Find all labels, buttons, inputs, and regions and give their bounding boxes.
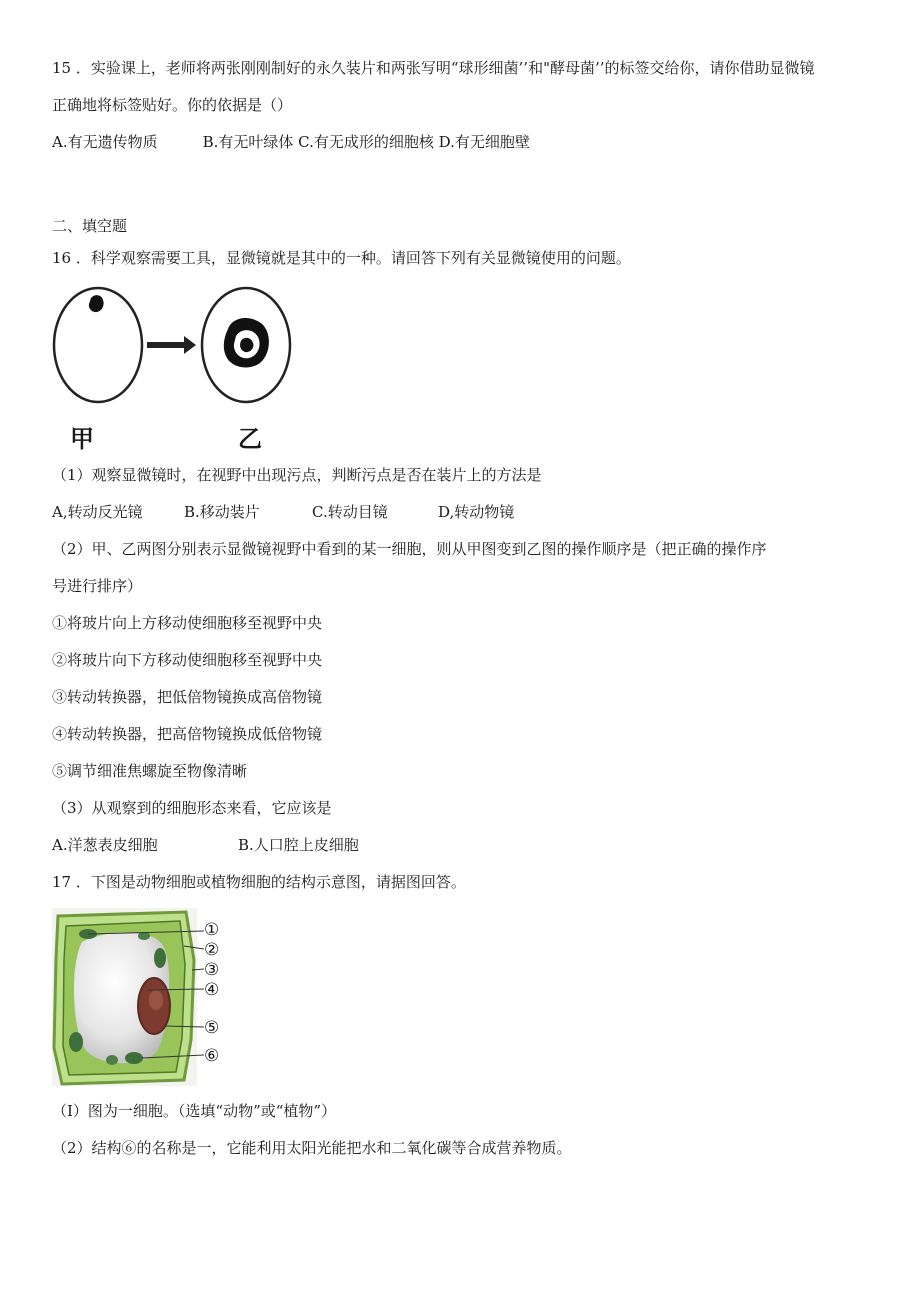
- q16-part1: （1）观察显微镜时，在视野中出现污点，判断污点是否在装片上的方法是: [52, 466, 542, 484]
- q16-stem: 16 ．科学观察需要工具，显微镜就是其中的一种。请回答下列有关显微镜使用的问题。: [52, 249, 631, 267]
- q16-p3-option-a: A.洋葱表皮细胞: [52, 836, 158, 854]
- q17-stem: 17 ．下图是动物细胞或植物细胞的结构示意图，请据图回答。: [52, 873, 466, 891]
- q16-p1-option-d: D,转动物镜: [438, 503, 515, 521]
- q16-step-5: ⑤调节细准焦螺旋至物像清晰: [52, 762, 248, 780]
- marker-1: ①: [204, 920, 220, 940]
- label-yi: 乙: [238, 425, 262, 453]
- q16-p1-option-c: C.转动目镜: [312, 503, 388, 521]
- marker-6: ⑥: [204, 1046, 220, 1066]
- microscope-field-figure: [50, 286, 300, 410]
- q15-stem-line1: 15 ．实验课上，老师将两张刚刚制好的永久装片和两张写明“球形细菌’’和"酵母菌’’的标签交给你，请你借助显微镜: [52, 59, 815, 77]
- section-heading: 二、填空题: [52, 217, 128, 235]
- q15-options: A.有无遗传物质 B.有无叶绿体 C.有无成形的细胞核 D.有无细胞壁: [52, 133, 530, 151]
- q16-part3: （3）从观察到的细胞形态来看，它应该是: [52, 799, 332, 817]
- chloroplast-4: [125, 1052, 143, 1064]
- q16-part2-line2: 号进行排序）: [52, 577, 143, 595]
- q16-part2-line1: （2）甲、乙两图分别表示显微镜视野中看到的某一细胞，则从甲图变到乙图的操作顺序是（把正确的操作序: [52, 540, 767, 558]
- q16-p3-option-b: B.人口腔上皮细胞: [238, 836, 359, 854]
- q17-part1: （I）图为一细胞。（选填“动物”或“植物”）: [52, 1102, 337, 1120]
- q15-stem-line2: 正确地将标签贴好。你的依据是（）: [52, 96, 293, 114]
- q16-step-1: ①将玻片向上方移动使细胞移至视野中央: [52, 614, 323, 632]
- marker-3: ③: [204, 960, 220, 980]
- marker-2: ②: [204, 940, 220, 960]
- marker-4: ④: [204, 980, 220, 1000]
- q16-step-3: ③转动转换器，把低倍物镜换成高倍物镜: [52, 688, 323, 706]
- q17-part2: （2）结构⑥的名称是一，它能利用太阳光能把水和二氧化碳等合成营养物质。: [52, 1139, 572, 1157]
- arrow-icon: [147, 336, 196, 354]
- q16-step-2: ②将玻片向下方移动使细胞移至视野中央: [52, 651, 323, 669]
- q16-p1-option-a: A,转动反光镜: [52, 503, 143, 521]
- label-jia: 甲: [70, 425, 94, 453]
- marker-5: ⑤: [204, 1018, 220, 1038]
- chloroplast-2: [154, 948, 166, 968]
- q16-step-4: ④转动转换器，把高倍物镜换成低倍物镜: [52, 725, 323, 743]
- chloroplast-3: [69, 1032, 83, 1052]
- q16-p1-option-b: B.移动装片: [184, 503, 260, 521]
